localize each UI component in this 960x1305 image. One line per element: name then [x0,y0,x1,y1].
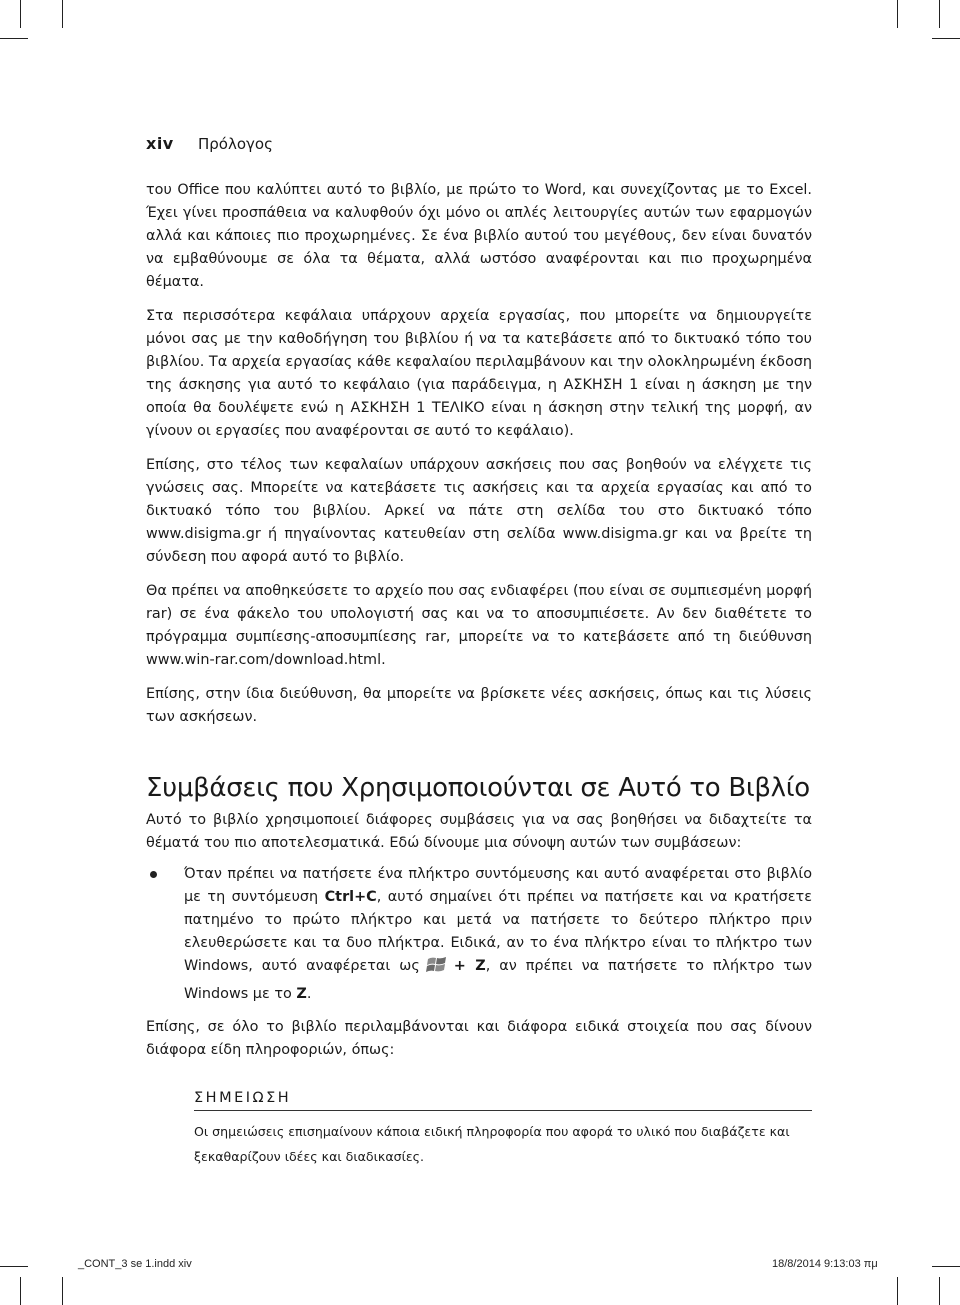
list-item [146,863,812,1006]
bullet-text: , αν πρέπει να πατήσετε το πλήκτρο των Windows με το [184,958,812,1002]
note-text: Οι σημειώσεις επισημαίνουν κάποια ειδική πληροφορία που αφορά το υλικό που διαβάζετε και ξεκαθαρίζουν ιδέες και διαδικασίες. [194,1124,790,1164]
crop-mark [0,38,28,39]
crop-mark [932,38,960,39]
section-outro: Επίσης, σε όλο το βιβλίο περιλαμβάνονται και διάφορα ειδικά στοιχεία που σας δίνουν διάφορα είδη πληροφοριών, όπως: [146,1019,812,1058]
crop-mark [897,0,898,28]
crop-mark [0,1266,28,1267]
shortcut-key: Ctrl+C [324,889,377,905]
paragraph: Θα πρέπει να αποθηκεύσετε το αρχείο που σας ενδιαφέρει (που είναι σε συμπιεσμένη μορφή rar) σε ένα φάκελο του υπολογιστή σας και να το αποσυμπιέσετε. Αν δεν διαθέτετε το πρόγραμμα συμπίεσης-αποσυμπίεσης rar, μπορείτε να το κατεβάσετε από τη διεύθυνση www.win-rar.com/download.html. [146,583,812,668]
shortcut-key: Z [296,986,307,1002]
slug-file: _CONT_3 se 1.indd xiv [78,1258,192,1270]
paragraph: του Office που καλύπτει αυτό το βιβλίο, με πρώτο το Word, και συνεχίζοντας με το Excel. Έχει γίνει προσπάθεια να καλυφθούν όχι μόνο οι απλές λειτουργίες αυτών των εφαρμογών αλλά και κάποιες πιο προχωρημένες. Σε ένα βιβλίο αυτού του μεγέθους, δεν είναι δυνατόν να εμβαθύνουμε σε όλα τα θέματα, αλλά ωστόσο αναφέρονται και πιο προχωρημένα θέματα. [146,182,812,290]
windows-logo-icon [426,955,448,983]
bullet-icon [150,871,157,878]
page-body [146,179,812,1169]
note-box [194,1090,812,1169]
conventions-list [146,863,812,1006]
bullet-text: . [306,986,312,1002]
paragraph: Επίσης, στην ίδια διεύθυνση, θα μπορείτε να βρίσκετε νέες ασκήσεις, όπως και τις λύσεις των ασκήσεων. [146,686,812,725]
crop-mark [20,0,21,28]
bullet-text: , αυτό σημαίνει ότι πρέπει να πατήσετε και να κρατήσετε πατημένο το πρώτο πλήκτρο και μετά να πατήσετε το δεύτερο πλήκτρο πριν ελευθερώσετε και τα δυο πλήκτρα. Ειδικά, αν το ένα πλήκτρο είναι το πλήκτρο των Windows, αυτό αναφέρεται ως [184,889,812,974]
paragraph: Στα περισσότερα κεφάλαια υπάρχουν αρχεία εργασίας, που μπορείτε να δημιουργείτε μόνοι σας με την καθοδήγηση του βιβλίου ή να τα κατεβάσετε από το δικτυακό τόπο του βιβλίου. Τα αρχεία εργασίας κάθε κεφαλαίου περιλαμβάνουν και την ολοκληρωμένη έκδοση της άσκησης για αυτό το κεφάλαιο (για παράδειγμα, η ΑΣΚΗΣΗ 1 είναι η άσκηση με την οποία θα δουλέψετε ενώ η ΑΣΚΗΣΗ 1 ΤΕΛΙΚΟ είναι η άσκηση στην τελική της μορφή, αν γίνουν οι εργασίες που αναφέρονται σε αυτό το κεφάλαιο). [146,308,812,439]
crop-mark [20,1277,21,1305]
crop-mark [939,1277,940,1305]
paragraph: Επίσης, στο τέλος των κεφαλαίων υπάρχουν ασκήσεις που σας βοηθούν να ελέγχετε τις γνώσεις σας. Μπορείτε να κατεβάσετε τις ασκήσεις και τα αρχεία εργασίας και από το δικτυακό τόπο του βιβλίου. Αρκεί να πάτε στη σελίδα του στο δικτυακό τόπο www.disigma.gr ή πηγαίνοντας κατευθείαν στη σελίδα www.disigma.gr και να βρείτε τη σύνδεση που αφορά αυτό το βιβλίο. [146,457,812,565]
running-header [146,134,816,158]
page-number: xiv [146,134,174,153]
crop-mark [939,0,940,28]
shortcut-key: + Z [453,958,486,974]
crop-mark [897,1277,898,1305]
section-intro: Αυτό το βιβλίο χρησιμοποιεί διάφορες συμβάσεις για να σας βοηθήσει να διδαχτείτε τα θέματά του πιο αποτελεσματικά. Εδώ δίνουμε μια σύνοψη αυτών των συμβάσεων: [146,812,812,851]
running-title: Πρόλογος [198,135,273,153]
note-title: ΣΗΜΕΙΩΣΗ [194,1090,812,1111]
slug-timestamp: 18/8/2014 9:13:03 πμ [772,1258,878,1270]
section-heading: Συμβάσεις που Χρησιμοποιούνται σε Αυτό το Βιβλίο [146,773,810,803]
crop-mark [932,1266,960,1267]
bullet-text: Όταν πρέπει να πατήσετε ένα πλήκτρο συντόμευσης και αυτό αναφέρεται στο βιβλίο με τη συντόμευση [184,866,812,905]
crop-mark [62,0,63,28]
crop-mark [62,1277,63,1305]
